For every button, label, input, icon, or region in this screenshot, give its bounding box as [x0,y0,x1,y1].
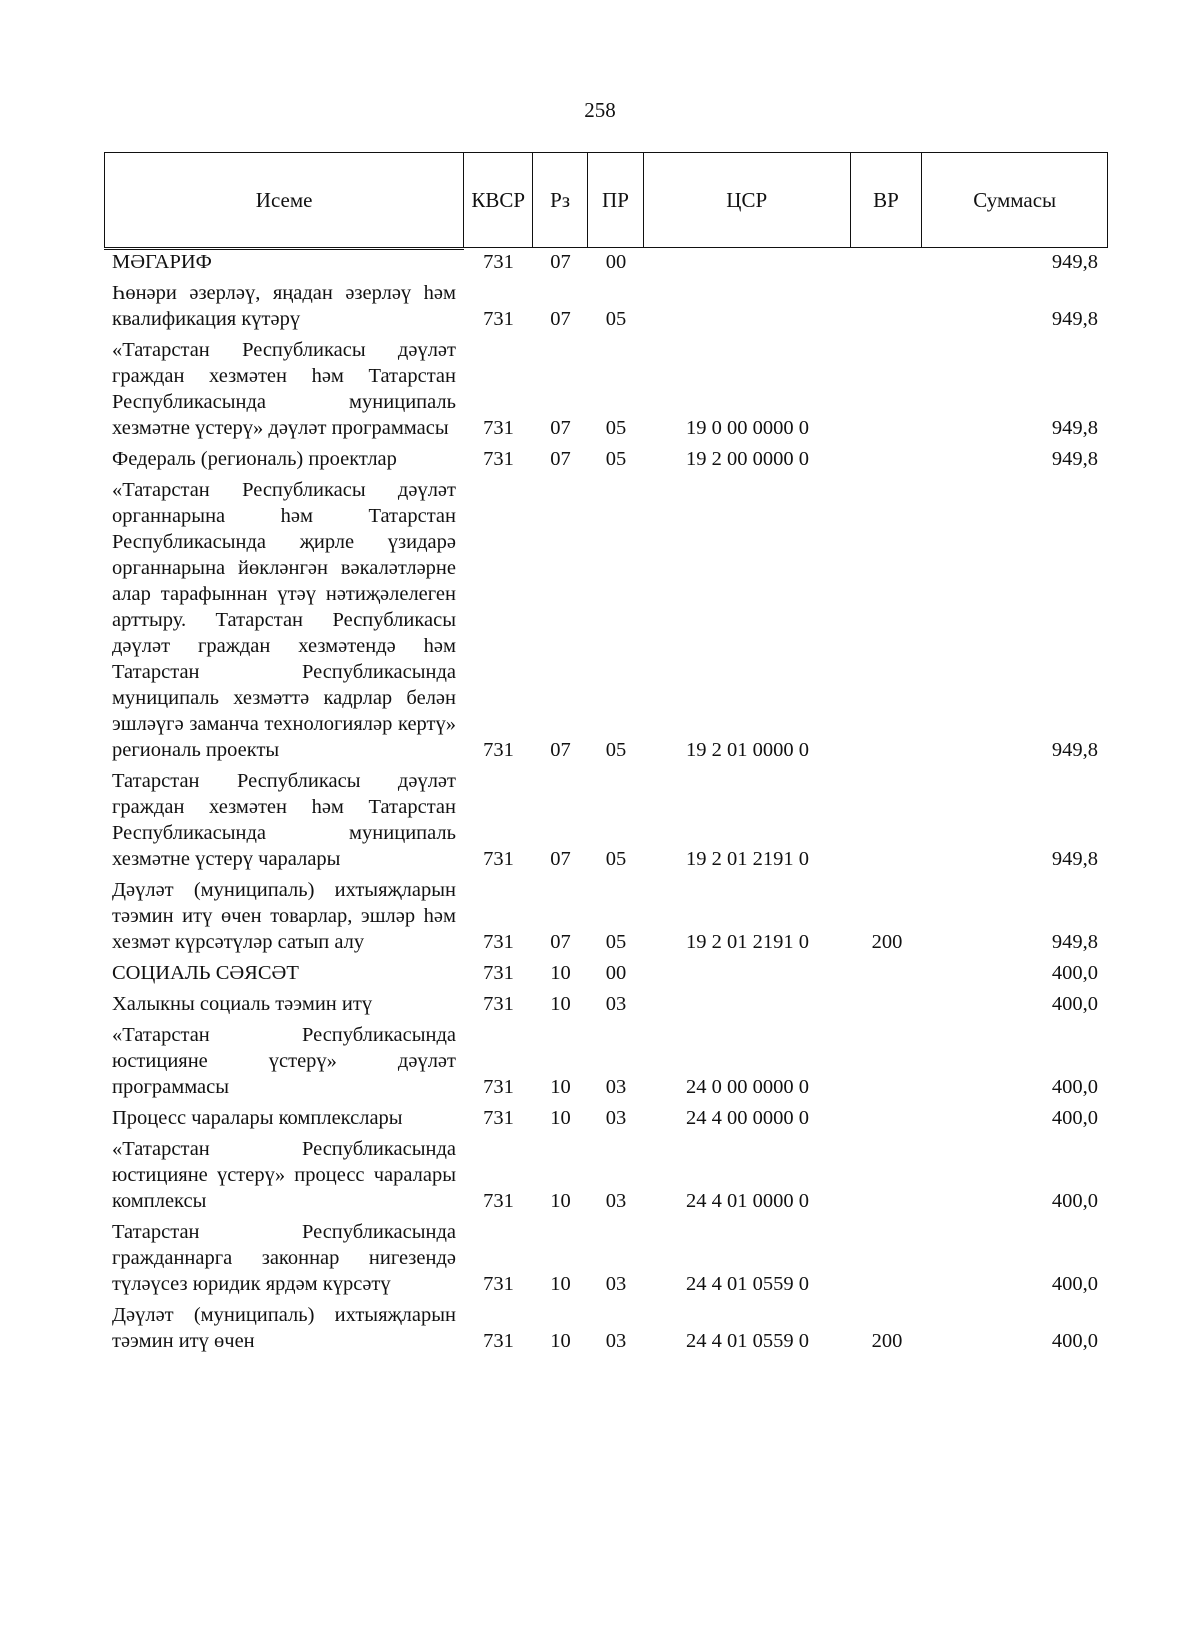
row-pr: 05 [605,931,627,953]
row-sum: 400,0 [1051,962,1098,984]
row-pr: 00 [605,251,627,273]
row-rz: 07 [550,251,571,273]
row-kvsr: 731 [483,739,514,761]
table-body [104,249,1108,1359]
table-row [104,1302,1108,1359]
row-sum: 949,8 [1051,251,1098,273]
row-pr: 00 [605,962,627,984]
row-csr: 19 2 01 2191 0 [686,848,809,870]
row-pr: 05 [605,448,627,470]
row-name: Һөнәри әзерләү, яңадан әзерләү һәм квалификация күтәрү [112,282,456,330]
row-pr: 05 [605,848,627,870]
row-kvsr: 731 [483,1107,514,1129]
row-rz: 07 [550,931,571,953]
row-kvsr: 731 [483,417,514,439]
row-sum: 949,8 [1051,848,1098,870]
row-rz: 07 [550,448,571,470]
row-rz: 10 [550,1273,571,1295]
row-pr: 05 [605,739,627,761]
table-row [104,877,1108,960]
row-pr: 05 [605,308,627,330]
row-name: Процесс чаралары комплекслары [112,1107,403,1129]
row-csr: 19 0 00 0000 0 [686,417,809,439]
row-pr: 03 [605,1190,627,1212]
row-rz: 10 [550,1330,571,1352]
header-pr: ПР [588,153,644,247]
row-rz: 10 [550,1107,571,1129]
row-csr: 19 2 00 0000 0 [686,448,809,470]
row-name: Дәүләт (муниципаль) ихтыяҗларын тәэмин итү өчен товарлар, эшләр һәм хезмәт күрсәтүләр сатып алу [112,879,456,953]
table-row [104,280,1108,337]
table-row [104,249,1108,280]
table-row [104,1105,1108,1136]
row-name: «Татарстан Республикасы дәүләт граждан хезмәтен һәм Татарстан Республикасында муниципаль хезмәтне үстерү» дәүләт программасы [112,339,456,439]
header-name: Исеме [105,153,464,247]
row-csr: 19 2 01 0000 0 [686,739,809,761]
row-pr: 03 [605,1107,627,1129]
row-csr: 24 4 01 0559 0 [686,1273,809,1295]
row-kvsr: 731 [483,1330,514,1352]
header-kvsr: КВСР [464,153,533,247]
row-rz: 10 [550,962,571,984]
row-pr: 03 [605,1076,627,1098]
table-header [104,152,1108,248]
row-csr: 24 4 01 0559 0 [686,1330,809,1352]
row-csr: 19 2 01 2191 0 [686,931,809,953]
row-rz: 07 [550,739,571,761]
row-sum: 949,8 [1051,417,1098,439]
row-vr: 200 [871,931,903,953]
table-row [104,1136,1108,1219]
row-kvsr: 731 [483,308,514,330]
row-pr: 03 [605,1273,627,1295]
table-row [104,477,1108,768]
row-rz: 07 [550,417,571,439]
row-kvsr: 731 [483,848,514,870]
row-pr: 03 [605,993,627,1015]
row-sum: 400,0 [1051,1190,1098,1212]
table-row [104,446,1108,477]
row-pr: 03 [605,1330,627,1352]
row-kvsr: 731 [483,251,514,273]
row-kvsr: 731 [483,448,514,470]
table-row [104,960,1108,991]
row-sum: 400,0 [1051,1107,1098,1129]
header-rz: Рз [533,153,588,247]
row-name: «Татарстан Республикасында юстицияне үстерү» процесс чаралары комплексы [112,1138,456,1212]
row-kvsr: 731 [483,1273,514,1295]
header-vr: ВР [851,153,923,247]
page-number: 258 [584,98,616,122]
header-csr: ЦСР [644,153,851,247]
row-kvsr: 731 [483,962,514,984]
row-kvsr: 731 [483,993,514,1015]
row-sum: 400,0 [1051,993,1098,1015]
header-sum: Суммасы [973,187,1057,212]
row-name: Татарстан Республикасында гражданнарга законнар нигезендә түләүсез юридик ярдәм күрсәтү [112,1221,456,1295]
row-kvsr: 731 [483,1190,514,1212]
row-csr: 24 4 00 0000 0 [686,1107,809,1129]
row-name: СОЦИАЛЬ СӘЯСӘТ [112,962,299,984]
table-row [104,991,1108,1022]
row-sum: 949,8 [1051,931,1098,953]
row-sum: 400,0 [1051,1330,1098,1352]
row-name: «Татарстан Республикасында юстицияне үстерү» дәүләт программасы [112,1024,456,1098]
row-sum: 400,0 [1051,1273,1098,1295]
row-name: «Татарстан Республикасы дәүләт органнарына һәм Татарстан Республикасында җирле үзидарә органнарына йөкләнгән вәкаләтләрне алар тарафыннан үтәү нәтиҗәлелеген арттыру. Татарстан Республикасы дәүләт граждан хезмәтендә һәм Татарстан Республикасында муниципаль хезмәттә кадрлар белән эшләүгә заманча технологияләр кертү» региональ проекты [112,479,456,761]
row-csr: 24 4 01 0000 0 [686,1190,809,1212]
row-name: Татарстан Республикасы дәүләт граждан хезмәтен һәм Татарстан Республикасында муниципаль хезмәтне үстерү чаралары [112,770,456,870]
row-sum: 949,8 [1051,739,1098,761]
row-sum: 949,8 [1051,448,1098,470]
row-csr: 24 0 00 0000 0 [686,1076,809,1098]
row-rz: 07 [550,308,571,330]
table-row [104,768,1108,877]
row-name: МӘГАРИФ [112,251,212,273]
table-row [104,1022,1108,1105]
row-vr: 200 [871,1330,903,1352]
row-kvsr: 731 [483,1076,514,1098]
row-pr: 05 [605,417,627,439]
row-name: Дәүләт (муниципаль) ихтыяҗларын тәэмин итү өчен [112,1304,456,1352]
table-row [104,1219,1108,1302]
row-rz: 07 [550,848,571,870]
row-name: Федераль (региональ) проектлар [112,448,397,470]
row-rz: 10 [550,1190,571,1212]
row-sum: 400,0 [1051,1076,1098,1098]
table-row [104,337,1108,446]
row-name: Халыкны социаль тәэмин итү [112,993,373,1015]
row-sum: 949,8 [1051,308,1098,330]
row-kvsr: 731 [483,931,514,953]
row-rz: 10 [550,993,571,1015]
row-rz: 10 [550,1076,571,1098]
